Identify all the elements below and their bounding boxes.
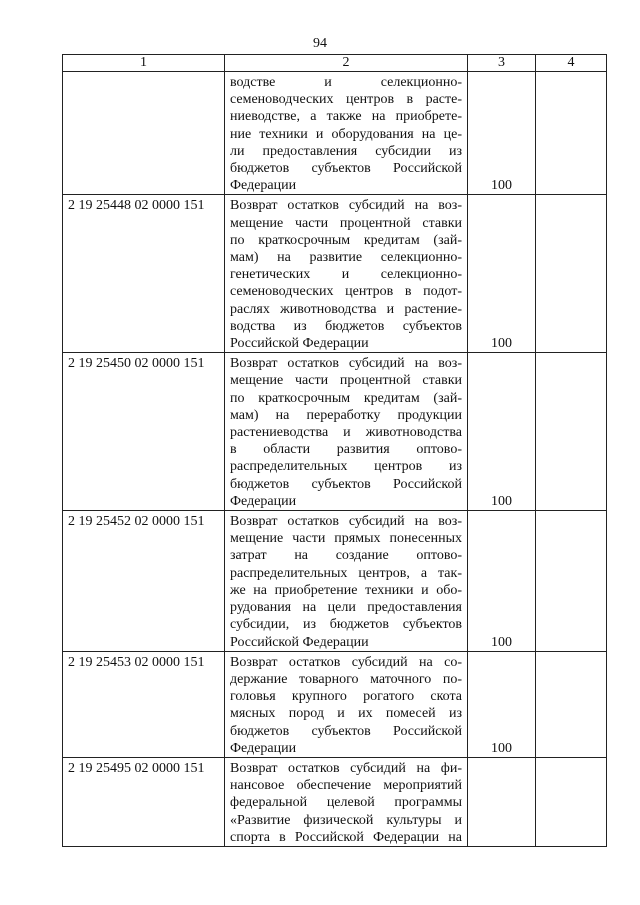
description-line: Российской Федерации: [230, 336, 369, 352]
table-header-row: [63, 55, 607, 72]
description-line: ние техники и оборудования на це-: [230, 126, 462, 142]
description-line: семеноводческих центров в расте-: [230, 92, 462, 108]
description-line: в области развития оптово-: [230, 442, 462, 458]
row-amount: 100: [468, 353, 536, 511]
description-line: субсидии, из бюджетов субъектов: [230, 617, 462, 633]
description-line: затрат на создание оптово-: [230, 548, 462, 564]
description-line: Российской Федерации: [230, 634, 369, 650]
header-col-1: 1: [63, 55, 225, 72]
description-line: раслях животноводства и растение-: [230, 301, 462, 317]
row-code: 2 19 25452 02 0000 151: [63, 511, 225, 652]
description-line: мещение части процентной ставки: [230, 215, 462, 231]
row-col4: [536, 195, 607, 353]
header-col-4: 4: [536, 55, 607, 72]
row-description: [225, 195, 468, 353]
table-row: [63, 353, 607, 511]
row-col4: [536, 353, 607, 511]
description-line: спорта в Российской Федерации на: [230, 829, 462, 845]
row-description: [225, 651, 468, 757]
description-line: рудования на цели предоставления: [230, 600, 462, 616]
budget-classification-table: [62, 54, 607, 847]
description-line: федеральной целевой программы: [230, 795, 462, 811]
table-row: [63, 651, 607, 757]
description-line: растениеводства и животноводства: [230, 425, 462, 441]
row-description: [225, 72, 468, 195]
description-line: бюджетов субъектов Российской: [230, 476, 462, 492]
description-line: по краткосрочным кредитам (зай-: [230, 232, 462, 248]
row-code: [63, 72, 225, 195]
table-row: [63, 195, 607, 353]
header-col-3: 3: [468, 55, 536, 72]
description-line: Возврат остатков субсидий на воз-: [230, 514, 462, 530]
row-amount: 100: [468, 651, 536, 757]
description-line: Возврат остатков субсидий на фи-: [230, 760, 462, 776]
description-line: мещение части прямых понесенных: [230, 531, 462, 547]
description-line: бюджетов субъектов Российской: [230, 723, 462, 739]
description-line: же на приобретение техники и обо-: [230, 582, 462, 598]
row-amount: 100: [468, 511, 536, 652]
row-description: [225, 511, 468, 652]
description-line: мам) на переработку продукции: [230, 407, 462, 423]
row-col4: [536, 72, 607, 195]
description-line: Федерации: [230, 178, 297, 194]
description-line: Федерации: [230, 493, 297, 509]
description-line: мещение части процентной ставки: [230, 373, 462, 389]
table-row: [63, 511, 607, 652]
description-line: головья крупного рогатого скота: [230, 689, 462, 705]
description-line: «Развитие физической культуры и: [230, 812, 462, 828]
row-code: 2 19 25450 02 0000 151: [63, 353, 225, 511]
description-line: водстве и селекционно-: [230, 75, 462, 90]
row-amount: [468, 757, 536, 846]
row-code: 2 19 25495 02 0000 151: [63, 757, 225, 846]
description-line: генетических и селекционно-: [230, 267, 462, 283]
description-line: Возврат остатков субсидий на воз-: [230, 356, 462, 372]
description-line: по краткосрочным кредитам (зай-: [230, 390, 462, 406]
description-line: нансовое обеспечение мероприятий: [230, 778, 462, 794]
row-col4: [536, 651, 607, 757]
row-col4: [536, 757, 607, 846]
header-col-2: 2: [225, 55, 468, 72]
row-code: 2 19 25448 02 0000 151: [63, 195, 225, 353]
description-line: Возврат остатков субсидий на воз-: [230, 198, 462, 214]
row-amount: 100: [468, 72, 536, 195]
table-row: [63, 72, 607, 195]
description-line: держание товарного маточного по-: [230, 671, 462, 687]
description-line: мам) на развитие селекционно-: [230, 250, 462, 266]
row-description: [225, 757, 468, 846]
page-number: 94: [313, 36, 327, 51]
description-line: Федерации: [230, 740, 297, 756]
description-line: распределительных центров из: [230, 459, 462, 475]
row-amount: 100: [468, 195, 536, 353]
row-description: [225, 353, 468, 511]
description-line: ниеводстве, а также на приобрете-: [230, 109, 462, 125]
description-line: бюджетов субъектов Российской: [230, 161, 462, 177]
row-col4: [536, 511, 607, 652]
row-code: 2 19 25453 02 0000 151: [63, 651, 225, 757]
description-line: Возврат остатков субсидий на со-: [230, 654, 462, 670]
table-row: [63, 757, 607, 846]
description-line: мясных пород и их помесей из: [230, 706, 462, 722]
description-line: распределительных центров, а так-: [230, 565, 462, 581]
description-line: семеноводческих центров в подот-: [230, 284, 462, 300]
description-line: водства из бюджетов субъектов: [230, 318, 462, 334]
description-line: ли предоставления субсидии из: [230, 143, 462, 159]
